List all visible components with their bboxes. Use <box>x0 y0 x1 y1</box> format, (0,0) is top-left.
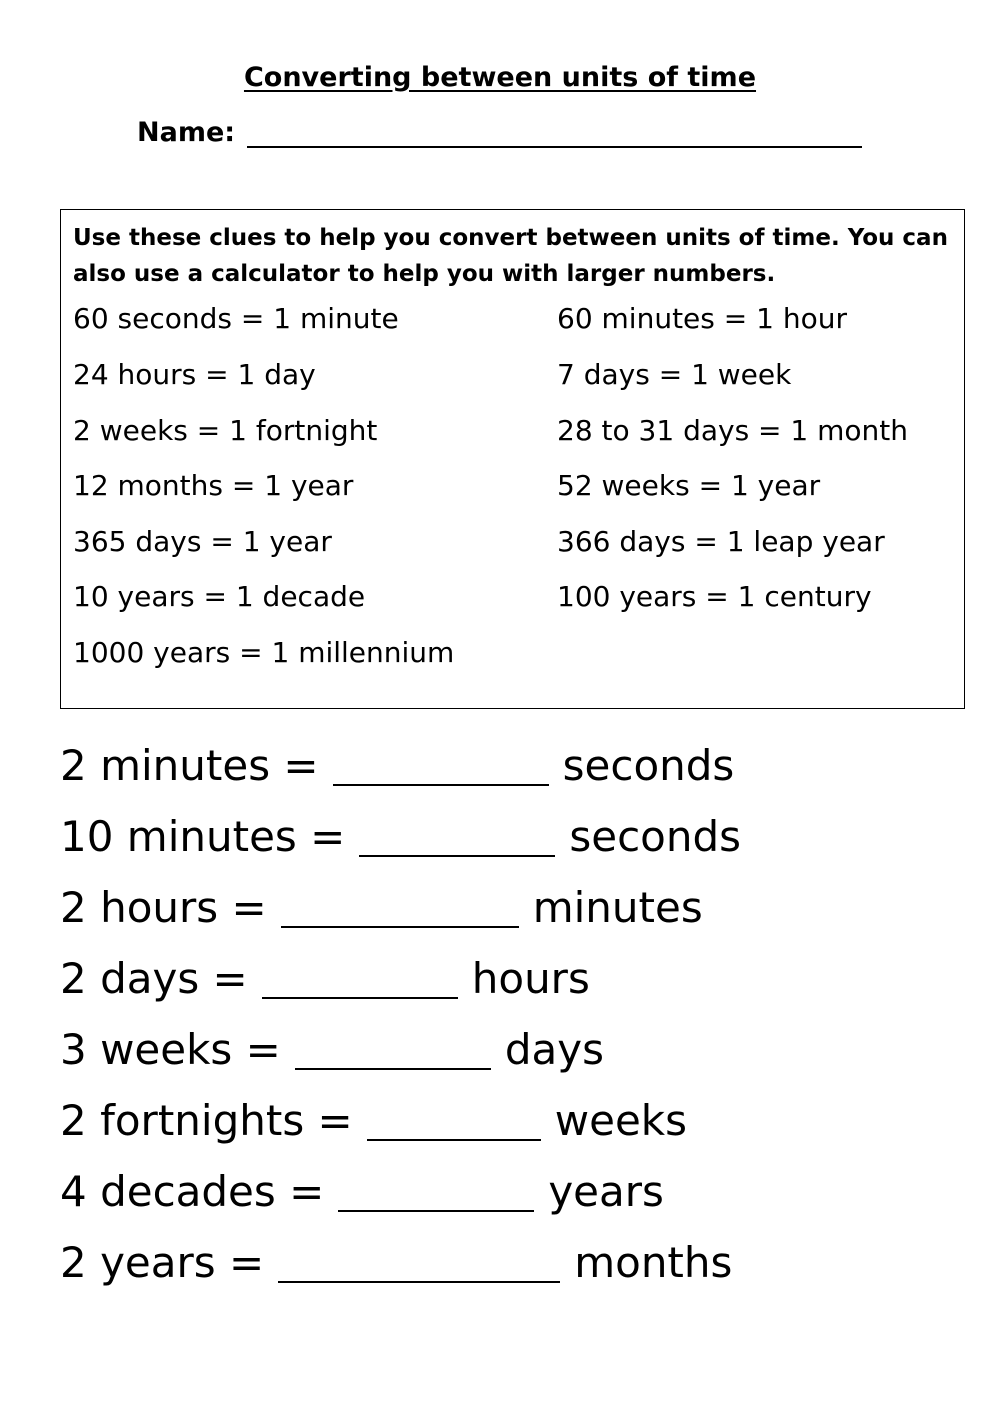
question-row <box>60 884 703 932</box>
question-lhs: 2 days = <box>60 954 248 1003</box>
clue-item: 28 to 31 days = 1 month <box>557 414 909 447</box>
question-lhs: 4 decades = <box>60 1167 325 1216</box>
question-row <box>60 1026 604 1074</box>
clue-item: 12 months = 1 year <box>73 469 354 502</box>
question-unit: seconds <box>562 741 735 790</box>
question-unit: years <box>548 1167 664 1216</box>
question-row <box>60 742 734 790</box>
question-unit: days <box>504 1025 604 1074</box>
clue-intro: Use these clues to help you convert between units of time. You can also use a calculator to help you with larger numbers. <box>73 225 948 287</box>
question-row <box>60 1097 687 1145</box>
clue-item: 24 hours = 1 day <box>73 358 316 391</box>
worksheet-title: Converting between units of time <box>243 62 757 93</box>
question-lhs: 10 minutes = <box>60 812 346 861</box>
clue-item: 100 years = 1 century <box>557 580 872 613</box>
clue-item: 60 minutes = 1 hour <box>557 302 847 335</box>
answer-blank[interactable] <box>295 1028 491 1070</box>
clue-item: 366 days = 1 leap year <box>557 525 885 558</box>
answer-blank[interactable] <box>333 744 549 786</box>
clue-item: 365 days = 1 year <box>73 525 332 558</box>
question-row <box>60 1168 664 1216</box>
clue-item: 10 years = 1 decade <box>73 580 366 613</box>
question-lhs: 2 fortnights = <box>60 1096 353 1145</box>
question-unit: seconds <box>569 812 742 861</box>
name-field[interactable] <box>247 116 862 148</box>
question-unit: weeks <box>554 1096 687 1145</box>
clue-item: 1000 years = 1 millennium <box>73 636 455 669</box>
clue-box <box>60 209 965 709</box>
question-lhs: 2 minutes = <box>60 741 319 790</box>
answer-blank[interactable] <box>278 1241 560 1283</box>
question-lhs: 2 hours = <box>60 883 267 932</box>
question-row <box>60 813 741 861</box>
question-unit: hours <box>471 954 590 1003</box>
name-label: Name: <box>137 117 236 148</box>
question-unit: minutes <box>532 883 703 932</box>
answer-blank[interactable] <box>281 886 519 928</box>
clue-item: 2 weeks = 1 fortnight <box>73 414 378 447</box>
question-unit: months <box>574 1238 733 1287</box>
answer-blank[interactable] <box>359 815 555 857</box>
name-row <box>137 116 862 148</box>
question-lhs: 2 years = <box>60 1238 265 1287</box>
clue-item: 60 seconds = 1 minute <box>73 302 399 335</box>
question-lhs: 3 weeks = <box>60 1025 281 1074</box>
question-row <box>60 1239 732 1287</box>
answer-blank[interactable] <box>262 957 458 999</box>
answer-blank[interactable] <box>367 1099 541 1141</box>
question-row <box>60 955 590 1003</box>
clue-item: 7 days = 1 week <box>557 358 792 391</box>
clue-item: 52 weeks = 1 year <box>557 469 821 502</box>
answer-blank[interactable] <box>338 1170 534 1212</box>
